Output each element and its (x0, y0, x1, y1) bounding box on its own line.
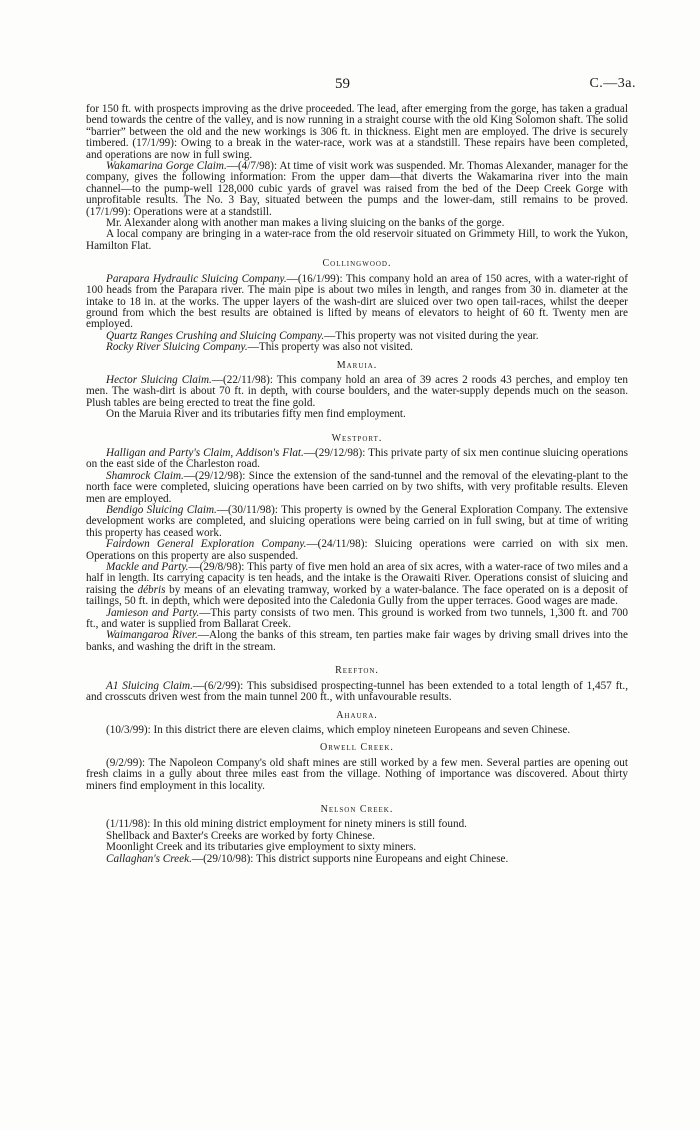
section-heading: Collingwood. (322, 258, 392, 270)
claim-name: Rocky River Sluicing Company. (106, 341, 248, 354)
paragraph: Moonlight Creek and its tributaries give employment to sixty miners. (106, 841, 417, 854)
paragraph: On the Maruia River and its tributaries fifty men find employment. (106, 408, 406, 421)
paragraph: Quartz Ranges Crushing and Sluicing Company.—This property was not visited during the year. (106, 329, 539, 342)
paragraph: Hector Sluicing Claim.—(22/11/98): This company hold an area of 39 acres 2 roods 43 perches, and employ ten men. The wash-dirt is about 70 ft. in depth, with course boulders, and the water-supply depends much on the season. Plush tables are being erected to treat the fine gold. (86, 373, 628, 409)
claim-name: A1 Sluicing Claim. (106, 679, 193, 692)
page-header (0, 76, 700, 96)
claim-name: Bendigo Sluicing Claim. (106, 504, 217, 516)
claim-name: Halligan and Party's Claim, Addison's Flat. (106, 446, 304, 459)
section-heading: Westport. (331, 432, 383, 444)
claim-name: Hector Sluicing Claim. (106, 373, 212, 386)
paragraph: Shamrock Claim.—(29/12/98): Since the extension of the sand-tunnel and the removal of the elevating-plant to the north face were completed, sluicing operations have been carried on by two shifts, with very profitable results. Eleven men are employed. (86, 469, 628, 505)
section-heading: Maruia. (336, 359, 378, 371)
document-reference: C.—3a. (589, 76, 636, 91)
section-heading: Ahaura. (336, 709, 378, 721)
paragraph: Wakamarina Gorge Claim.—(4/7/98): At time of visit work was suspended. Mr. Thomas Alexander, manager for the company, gives the following information: From the upper dam—that diverts the Wakamarina river into the main channel—to the pump-well 128,000 cubic yards of gravel was raised from the bed of the Deep Creek Gorge with unprofitable results. The No. 3 Bay, situated between the pumps and the lower-dam, still remains to be proved. (17/1/99): Operations were at a standstill. (86, 160, 629, 218)
paragraph: Mr. Alexander along with another man makes a living sluicing on the banks of the gorge. (106, 217, 505, 230)
claim-name: Fairdown General Exploration Company. (106, 538, 307, 551)
paragraph: (1/11/98): In this old mining district employment for ninety miners is still found. (106, 818, 467, 831)
claim-name: Mackle and Party. (106, 561, 189, 574)
paragraph: Callaghan's Creek.—(29/10/98): This district supports nine Europeans and eight Chinese. (106, 852, 509, 865)
claim-name: Quartz Ranges Crushing and Sluicing Company. (106, 329, 325, 342)
paragraph: Jamieson and Party.—This party consists of two men. This ground is worked from two tunnels, 1,300 ft. and 700 ft., and water is supplied from Ballarat Creek. (86, 606, 628, 631)
paragraph: Shellback and Baxter's Creeks are worked by forty Chinese. (106, 829, 375, 842)
paragraph: A1 Sluicing Claim.—(6/2/99): This subsidised prospecting-tunnel has been extended to a total length of 1,457 ft., and crosscuts driven west from the main tunnel 200 ft., with unfavourable results. (86, 679, 629, 704)
paragraph: for 150 ft. with prospects improving as the drive proceeded. The lead, after emerging from the gorge, has taken a gradual bend towards the centre of the valley, and is now running in a straight course with the old King Solomon shaft. The solid “barrier” between the old and the new workings is 306 ft. in thickness. Eight men are employed. The drive is securely timbered. (17/1/99): Owing to a break in the water-race, work was at a standstill. These repairs have been completed, and operations are now in full swing. (86, 103, 628, 161)
claim-name: Waimangaroa River. (106, 629, 198, 642)
paragraph: Rocky River Sluicing Company.—This property was also not visited. (106, 341, 413, 354)
claim-name: Jamieson and Party. (106, 606, 200, 619)
claim-name: Wakamarina Gorge Claim. (106, 160, 227, 173)
paragraph: (9/2/99): The Napoleon Company's old shaft mines are still worked by a few men. Several parties are opening out fresh claims in a gully about three miles east from the village. Nothing of importance was discovered. About thirty miners find employment in this locality. (86, 756, 628, 792)
claim-name: Callaghan's Creek. (106, 852, 192, 865)
section-heading: Orwell Creek. (320, 742, 394, 754)
page-number: 59 (335, 76, 350, 92)
paragraph: Halligan and Party's Claim, Addison's Flat.—(29/12/98): This private party of six men continue sluicing operations on the east side of the Charleston road. (86, 446, 629, 471)
italic-term: débris (137, 583, 166, 596)
paragraph: Bendigo Sluicing Claim.—(30/11/98): This property is owned by the General Exploration Company. The extensive development works are completed, and sluicing operations were being carried on in full swing, but at time of writing this property has ceased work. (86, 504, 628, 539)
paragraph: Parapara Hydraulic Sluicing Company.—(16/1/99): This company hold an area of 150 acres, with a water-right of 100 heads from the Parapara river. The main pipe is about two miles in length, and ranges from 30 in. diameter at the intake to 18 in. at the works. The upper layers of the wash-dirt are sluiced over two open tail-races, whilst the deeper ground from which the best results are obtained is lifted by means of elevators to height of 60 ft. Twenty men are employed. (86, 272, 628, 331)
paragraph: Fairdown General Exploration Company.—(24/11/98): Sluicing operations were carried on with six men. Operations on this property are also suspended. (86, 538, 628, 562)
section-heading: Nelson Creek. (320, 803, 394, 815)
section-heading: Reefton. (335, 665, 379, 677)
body-text (86, 104, 628, 865)
claim-name: Shamrock Claim. (106, 469, 184, 482)
claim-name: Parapara Hydraulic Sluicing Company. (106, 272, 287, 285)
paragraph: Mackle and Party.—(29/8/98): This party of five men hold an area of six acres, with a water-race of two miles and a half in length. Its carrying capacity is ten heads, and the intake is the Orawaiti River. Operations consist of sluicing and raising the débris by means of an elevating tramway, worked by a water-balance. The face operated on is a deposit of tailings, 50 ft. in depth, which were deposited into the Caledonia Gully from the upper terraces. Good wages are made. (86, 561, 629, 608)
paragraph: A local company are bringing in a water-race from the old reservoir situated on Grimmety Hill, to work the Yukon, Hamilton Flat. (86, 228, 628, 252)
paragraph: (10/3/99): In this district there are eleven claims, which employ nineteen Europeans and seven Chinese. (106, 723, 571, 736)
paragraph: Waimangaroa River.—Along the banks of this stream, ten parties make fair wages by driving small drives into the banks, and washing the drift in the stream. (86, 629, 628, 653)
